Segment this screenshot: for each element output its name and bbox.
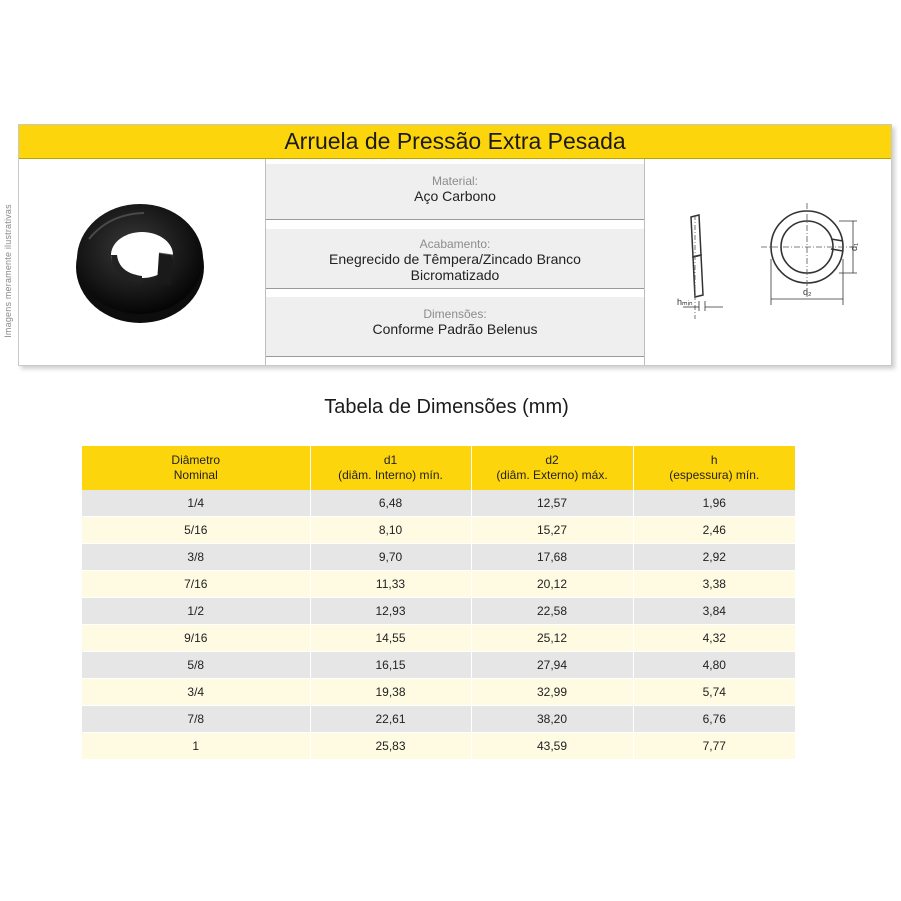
spec-material-value: Aço Carbono xyxy=(414,188,496,204)
spec-finish xyxy=(266,229,644,289)
header-h: h (espessura) mín. xyxy=(633,446,795,490)
product-card xyxy=(18,124,892,366)
spec-finish-label: Acabamento: xyxy=(419,237,491,251)
drawing-label-d1: d₁ xyxy=(849,242,859,251)
washer-photo xyxy=(19,159,265,365)
spec-dimensions-label: Dimensões: xyxy=(423,307,487,321)
spec-material xyxy=(266,164,644,220)
header-d2: d2 (diâm. Externo) máx. xyxy=(471,446,633,490)
spec-material-label: Material: xyxy=(431,174,478,188)
spec-dimensions xyxy=(266,297,644,357)
disclaimer-side-note xyxy=(2,186,12,366)
disclaimer-text: Imagens meramente ilustrativas xyxy=(3,204,13,338)
table-row: 5/16 8,10 15,27 2,46 xyxy=(82,517,795,544)
spec-panel xyxy=(265,159,645,365)
product-title: Arruela de Pressão Extra Pesada xyxy=(19,125,891,159)
table-header-row xyxy=(82,446,795,490)
spec-finish-value: Enegrecido de Têmpera/Zincado Branco Bicromatizado xyxy=(329,251,581,283)
dimensions-table xyxy=(82,446,795,760)
table-row: 7/8 22,61 38,20 6,76 xyxy=(82,706,795,733)
table-row: 1/2 12,93 22,58 3,84 xyxy=(82,598,795,625)
table-row: 7/16 11,33 20,12 3,38 xyxy=(82,571,795,598)
header-nominal: Diâmetro Nominal xyxy=(82,446,310,490)
technical-drawing xyxy=(643,159,891,365)
washer-image xyxy=(19,159,265,365)
table-row: 9/16 14,55 25,12 4,32 xyxy=(82,625,795,652)
spec-dimensions-value: Conforme Padrão Belenus xyxy=(372,321,538,337)
table-title: Tabela de Dimensões (mm) xyxy=(324,396,569,418)
drawing-label-d2: d₂ xyxy=(803,287,812,297)
drawing-label-h: hₘᵢₙ xyxy=(677,297,693,307)
table-row: 3/4 19,38 32,99 5,74 xyxy=(82,679,795,706)
table-row: 1/4 6,48 12,57 1,96 xyxy=(82,490,795,517)
table-row: 3/8 9,70 17,68 2,92 xyxy=(82,544,795,571)
table-row: 1 25,83 43,59 7,77 xyxy=(82,733,795,760)
washer-drawing xyxy=(643,159,891,365)
header-d1: d1 (diâm. Interno) mín. xyxy=(310,446,471,490)
table-row: 5/8 16,15 27,94 4,80 xyxy=(82,652,795,679)
